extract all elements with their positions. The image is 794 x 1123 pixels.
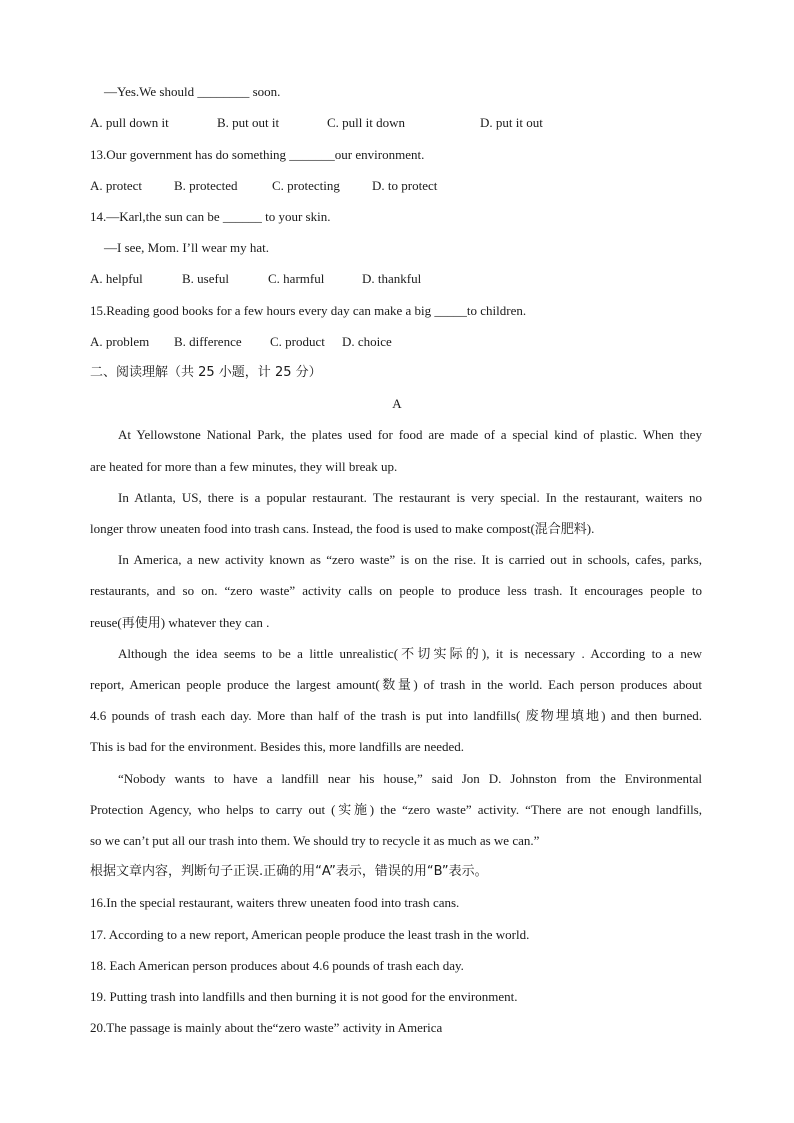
statement-20: 20.The passage is mainly about the“zero waste” activity in America <box>90 1020 443 1035</box>
q12-option-c: C. pull it down <box>327 115 406 130</box>
q15-option-b: B. difference <box>174 334 242 349</box>
q14-option-b: B. useful <box>182 271 229 286</box>
passage-line: This is bad for the environment. Besides this, more landfills are needed. <box>90 739 465 754</box>
passage-line: Although the idea seems to be a little unrealistic(不切实际的), it is necessary . According to a new <box>118 646 702 661</box>
passage-label: A <box>392 396 402 411</box>
q15-options <box>90 334 392 350</box>
q12-options <box>90 115 543 131</box>
q13-stem: 13.Our government has do something _______our environment. <box>90 147 425 162</box>
q12-option-a: A. pull down it <box>90 115 169 130</box>
passage-line: “Nobody wants to have a landfill near his house,” said Jon D. Johnston from the Environmental <box>118 771 702 786</box>
q13-option-c: C. protecting <box>272 178 340 193</box>
passage-line: report, American people produce the largest amount(数量) of trash in the world. Each person produces about <box>90 677 702 692</box>
q13-option-a: A. protect <box>90 178 142 193</box>
q14-reply: —I see, Mom. I’ll wear my hat. <box>104 240 269 255</box>
statement-17: 17. According to a new report, American people produce the least trash in the world. <box>90 927 530 942</box>
passage-line: so we can’t put all our trash into them. We should try to recycle it as much as we can.” <box>90 833 540 848</box>
q14-options <box>90 271 421 287</box>
q12-dialog-line: —Yes.We should ________ soon. <box>104 84 281 99</box>
passage-line: longer throw uneaten food into trash cans. Instead, the food is used to make compost(混合肥料). <box>90 521 595 536</box>
judgement-instructions: 根据文章内容，判断句子正误.正确的用“A”表示，错误的用“B”表示。 <box>90 864 488 879</box>
passage-line: Protection Agency, who helps to carry out (实施) the “zero waste” activity. “There are not enough landfills, <box>90 802 702 817</box>
statement-18: 18. Each American person produces about 4.6 pounds of trash each day. <box>90 958 464 973</box>
q13-options <box>90 178 437 194</box>
section-heading: 二、阅读理解（共 25 小题，计 25 分） <box>90 365 322 380</box>
statement-19: 19. Putting trash into landfills and then burning it is not good for the environment. <box>90 989 518 1004</box>
passage-line: reuse(再使用) whatever they can . <box>90 615 270 630</box>
q12-option-b: B. put out it <box>217 115 280 130</box>
q15-option-c: C. product <box>270 334 325 349</box>
statement-16: 16.In the special restaurant, waiters threw uneaten food into trash cans. <box>90 895 460 910</box>
passage-line: In Atlanta, US, there is a popular restaurant. The restaurant is very special. In the restaurant, waiters no <box>118 490 702 505</box>
passage-line: are heated for more than a few minutes, they will break up. <box>90 459 398 474</box>
q14-stem: 14.—Karl,the sun can be ______ to your skin. <box>90 209 331 224</box>
q14-option-c: C. harmful <box>268 271 325 286</box>
passage-line: In America, a new activity known as “zero waste” is on the rise. It is carried out in schools, cafes, parks, <box>118 552 702 567</box>
passage-line: 4.6 pounds of trash each day. More than half of the trash is put into landfills( 废物埋填地) and then burned. <box>90 708 702 723</box>
q15-option-a: A. problem <box>90 334 150 349</box>
q13-option-d: D. to protect <box>372 178 438 193</box>
q14-option-d: D. thankful <box>362 271 422 286</box>
passage-line: At Yellowstone National Park, the plates used for food are made of a special kind of plastic. When they <box>118 427 702 442</box>
q12-option-d: D. put it out <box>480 115 543 130</box>
passage-line: restaurants, and so on. “zero waste” activity calls on people to produce less trash. It encourages people to <box>90 583 702 598</box>
q13-option-b: B. protected <box>174 178 238 193</box>
q15-option-d: D. choice <box>342 334 392 349</box>
q14-option-a: A. helpful <box>90 271 143 286</box>
q15-stem: 15.Reading good books for a few hours every day can make a big _____to children. <box>90 303 527 318</box>
